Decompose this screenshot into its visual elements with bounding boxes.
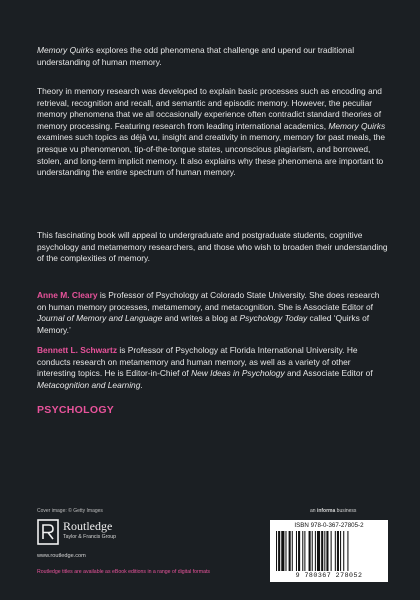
routledge-logo-icon (37, 519, 59, 545)
author2-journal-1: New Ideas in Psychology (191, 368, 285, 379)
audience-paragraph: This fascinating book will appeal to undergraduate and postgraduate students, cognitive psychology and metamemory researchers, and those who wish to broaden their understanding of the complexities of memory. (37, 230, 388, 264)
barcode-bar (292, 531, 293, 571)
barcode-box (270, 520, 388, 582)
author1-bio (37, 290, 389, 336)
author1-bio-text-3: called ‘Quirks of Memory.’ (37, 313, 370, 335)
category-label: PSYCHOLOGY (37, 404, 115, 416)
book-title: Memory Quirks (37, 45, 94, 55)
barcode-bar (302, 531, 303, 571)
theory-paragraph (37, 86, 389, 179)
barcode-digits: 9 780367 278052 (295, 572, 363, 579)
intro-text: explores the odd phenomena that challenge and upend our traditional understanding of human memory. (37, 45, 355, 67)
cover-credit: Cover image: © Getty Images (37, 508, 103, 514)
barcode-bar (296, 531, 297, 571)
barcode-bar (312, 531, 313, 571)
author1-blog: Psychology Today (239, 313, 308, 324)
author1-bio-text: is Professor of Psychology at Colorado State University. She does research on human memory processes, metamemory, and metacognition. She is Associate Editor of (37, 290, 380, 312)
publisher-website: www.routledge.com (37, 553, 86, 559)
author2-name: Bennett L. Schwartz (37, 345, 118, 355)
theory-text-2: examines such topics as déjà vu, insight and creativity in memory, memory for past meals, the presque vu phenomenon, tip-of-the-tongue states, unconscious plagiarism, and borrowed, stolen, and long-term implicit memory. It also explains why these phenomena are important to understanding the entire spectrum of human memory. (37, 132, 386, 178)
author1-journal: Journal of Memory and Language (37, 313, 163, 324)
publisher-name: Routledge (63, 519, 113, 533)
author2-bio (37, 345, 389, 391)
theory-text-1: Theory in memory research was developed to explain basic processes such as encoding and retrieval, recognition and recall, and semantic and episodic memory. However, the peculiar memory phenomena that we all occasionally experience often contradict standard theories of memory processing. Featuring research from leading international academics, (37, 86, 382, 131)
barcode-bar (331, 531, 332, 571)
isbn-label: ISBN 978-0-367-27805-2 (294, 522, 364, 529)
barcode-bar (337, 531, 339, 571)
barcode-bar (335, 531, 336, 571)
informa-brand: informa (316, 508, 336, 514)
intro-paragraph (37, 45, 389, 68)
ebook-note: Routledge titles are available as eBook editions in a range of digital formats (37, 569, 211, 575)
barcode-bar (285, 531, 286, 571)
barcode-bar (317, 531, 320, 571)
barcode-bar (326, 531, 328, 571)
barcode-bar (315, 531, 316, 571)
barcode-bar (304, 531, 305, 571)
author2-bio-text-3: . (140, 379, 143, 390)
book-title-inline: Memory Quirks (328, 120, 386, 131)
author1-bio-text-2: and writes a blog at (162, 313, 240, 324)
barcode-bar (324, 531, 325, 571)
barcode-bar (298, 531, 300, 571)
barcode-bar (343, 531, 344, 571)
publisher-group: Taylor & Francis Group (63, 534, 117, 540)
barcode-bar (321, 531, 323, 571)
barcode-bar (276, 531, 277, 571)
barcode-image (274, 531, 384, 571)
barcode-bar (281, 531, 284, 571)
author2-journal-2: Metacognition and Learning (37, 379, 141, 390)
informa-prefix: an (310, 508, 317, 514)
barcode-bar (340, 531, 341, 571)
barcode-bar (289, 531, 291, 571)
barcode-bar (347, 531, 348, 571)
author2-bio-text: is Professor of Psychology at Florida International University. He conducts research on metamemory and human memory, as well as a variety of other interesting topics. He is Editor-in-Chief of (37, 345, 358, 379)
informa-suffix: business (335, 508, 357, 514)
barcode-bar (309, 531, 311, 571)
author2-bio-text-2: and Associate Editor of (284, 368, 373, 379)
barcode-bar (278, 531, 280, 571)
informa-note (310, 508, 356, 514)
author1-name: Anne M. Cleary (37, 290, 98, 300)
